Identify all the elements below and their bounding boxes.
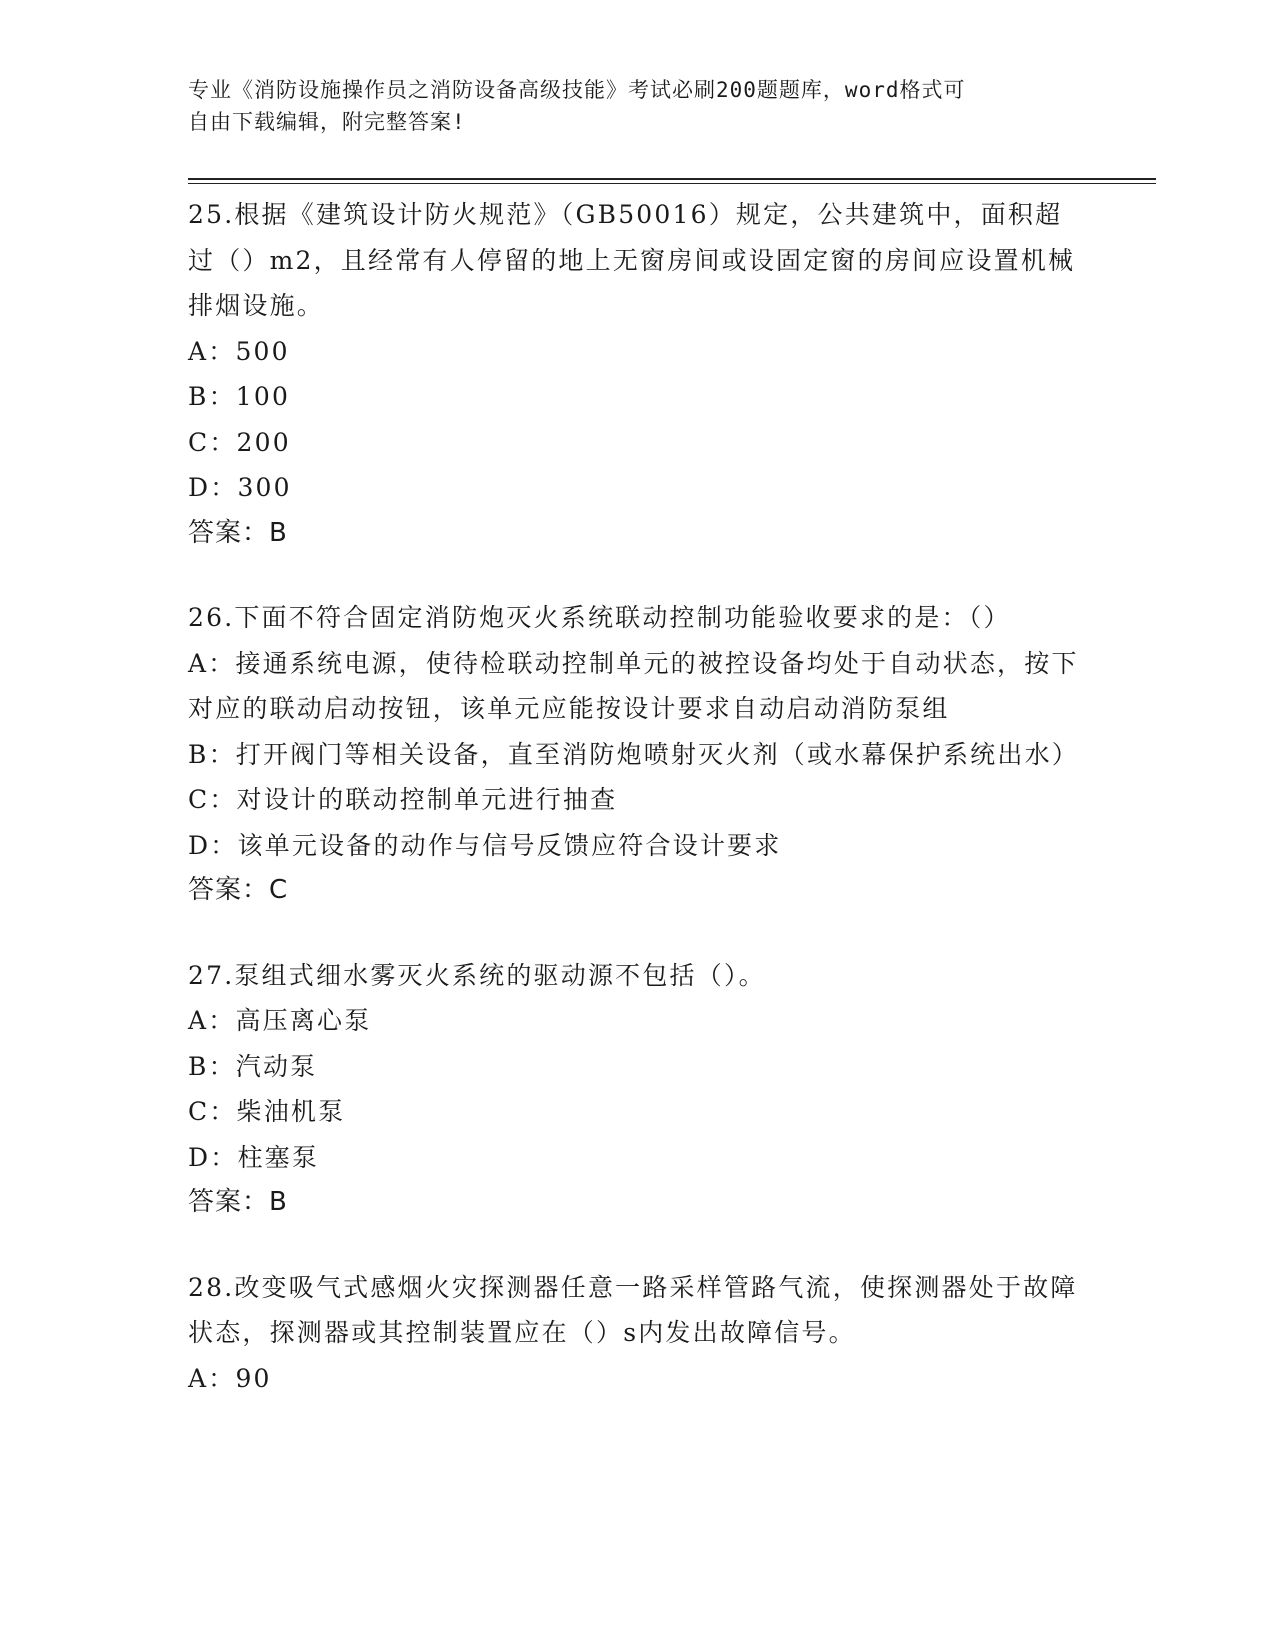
- document-header: [188, 74, 1068, 138]
- question-stem: 25.根据《建筑设计防火规范》（GB50016）规定，公共建筑中，面积超过（）m2，且经常有人停留的地上无窗房间或设固定窗的房间应设置机械排烟设施。: [188, 200, 1076, 320]
- option-b: B：100: [188, 382, 291, 411]
- question-stem: 28.改变吸气式感烟火灾探测器任意一路采样管路气流，使探测器处于故障状态，探测器或其控制装置应在（）s内发出故障信号。: [188, 1272, 1078, 1347]
- option-c: C：对设计的联动控制单元进行抽查: [188, 785, 618, 814]
- question-stem: 26.下面不符合固定消防炮灭火系统联动控制功能验收要求的是：（）: [188, 603, 1011, 632]
- question-stem: 27.泵组式细水雾灭火系统的驱动源不包括（）。: [188, 960, 766, 990]
- option-c: C：200: [188, 427, 291, 457]
- option-b: B：汽动泵: [188, 1051, 318, 1081]
- option-c: C：柴油机泵: [188, 1097, 346, 1126]
- option-d: D：300: [188, 473, 292, 502]
- option-d: D：柱塞泵: [188, 1142, 320, 1172]
- answer: 答案：C: [188, 875, 289, 905]
- header-line-2: 自由下载编辑，附完整答案!: [188, 110, 466, 134]
- question-26: [188, 595, 1088, 914]
- answer: 答案：B: [188, 1187, 288, 1217]
- header-divider: [188, 178, 1156, 184]
- question-28: [188, 1265, 1088, 1402]
- answer: 答案：B: [188, 517, 288, 548]
- option-a: A：500: [188, 336, 290, 366]
- header-line-1: 专业《消防设施操作员之消防设备高级技能》考试必刷200题题库，word格式可: [188, 78, 966, 102]
- option-b: B：打开阀门等相关设备，直至消防炮喷射灭火剂（或水幕保护系统出水）: [188, 739, 1079, 769]
- option-a: A：高压离心泵: [188, 1006, 372, 1035]
- question-27: [188, 953, 1088, 1226]
- question-list: [188, 192, 1088, 1440]
- option-a: A：90: [188, 1363, 272, 1393]
- option-a: A：接通系统电源，使待检联动控制单元的被控设备均处于自动状态，按下对应的联动启动按钮，该单元应能按设计要求自动启动消防泵组: [188, 648, 1079, 723]
- question-25: [188, 192, 1088, 556]
- option-d: D：该单元设备的动作与信号反馈应符合设计要求: [188, 830, 782, 860]
